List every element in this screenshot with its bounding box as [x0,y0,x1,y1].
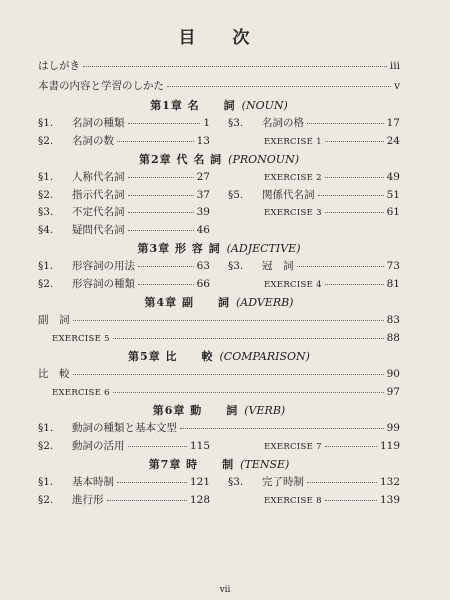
chapter-block [38,154,400,235]
chapter-heading [38,351,400,362]
entry-page: 88 [386,331,400,344]
page-title: 目 次 [178,28,260,48]
leader-dots [73,374,384,375]
entry-page: 27 [196,171,210,183]
entry-label: 基本時制 [72,476,114,488]
leader-dots [325,284,384,285]
front-entry-guide [38,81,400,92]
chapter-block [38,100,400,146]
section-number: §3. [228,476,244,488]
entry-page: 49 [386,171,400,183]
section-number: §1. [38,260,54,272]
entry-label: 指示代名詞 [72,188,125,201]
entry-label: 人称代名詞 [72,171,125,183]
entry-page: 81 [386,277,400,290]
exercise-entry [228,279,400,290]
chapter-block [38,351,400,397]
entry-page: 13 [196,134,210,147]
leader-dots [128,446,187,447]
section-entry [38,207,210,218]
chapter-entries-grid [38,118,400,146]
leader-dots [83,66,387,67]
leader-dots [113,392,384,393]
entry-label: EXERCISE 3 [264,208,322,218]
chapter-english-title: (PRONOUN) [228,153,299,166]
section-number: §3. [228,117,244,129]
entry-page: 66 [196,277,210,290]
chapter-entries-grid [38,441,400,452]
entry-label: 本書の内容と学習のしかた [38,79,164,92]
leader-dots [325,212,384,213]
entry-label: 不定代名詞 [72,206,125,218]
leader-dots [128,195,194,196]
entry-label: 形容詞の種類 [72,277,135,290]
chapter-english-title: (TENSE) [240,458,290,471]
entry-page: 37 [196,188,210,201]
entry-page: v [394,79,400,92]
leader-dots [297,266,384,267]
entry-page: 132 [379,476,400,488]
leader-dots [113,338,384,339]
section-entry [38,172,210,183]
chapter-block [38,297,400,343]
entry-label: EXERCISE 5 [52,333,110,344]
section-entry [228,477,400,488]
chapter-block [38,405,400,451]
section-entry [38,423,400,434]
leader-dots [307,123,384,124]
entry-label: EXERCISE 4 [264,279,322,290]
entry-label: 名詞の種類 [72,117,125,129]
section-entry [38,279,210,290]
chapter-title: 第4章 副 詞 [144,296,230,309]
entry-page: 46 [196,223,210,236]
chapter-title: 第7章 時 制 [148,458,235,471]
exercise-entry [228,136,400,147]
chapter-english-title: (VERB) [244,404,286,417]
entry-page: 39 [196,206,210,218]
exercise-entry [38,333,400,344]
entry-page: 51 [386,188,400,201]
section-number: §1. [38,171,54,183]
leader-dots [325,177,384,178]
leader-dots [318,195,384,196]
chapter-heading [38,100,400,111]
leader-dots [128,230,194,231]
entry-label: EXERCISE 7 [264,441,322,452]
section-entry [228,190,400,201]
entry-page: 17 [386,117,400,129]
entry-page: 90 [386,368,400,380]
leader-dots [73,320,384,321]
exercise-entry [228,495,400,506]
entry-label: EXERCISE 1 [264,136,322,147]
leader-dots [180,428,384,429]
section-number: §2. [38,134,54,147]
entry-label: 比 較 [38,368,70,380]
entry-page: 119 [379,439,400,452]
entry-page: 83 [386,314,400,326]
exercise-entry [228,172,400,183]
entry-page: 121 [189,476,210,488]
entry-label: 動詞の活用 [72,439,125,452]
section-number: §2. [38,439,54,452]
chapter-english-title: (ADVERB) [235,296,294,309]
section-entry [38,441,210,452]
entry-label: 関係代名詞 [262,188,315,201]
section-number: §1. [38,117,54,129]
chapter-title: 第1章 名 詞 [150,99,236,112]
chapter-heading [38,459,400,470]
entry-label: 副 詞 [38,314,70,326]
entry-page: 63 [196,260,210,272]
chapter-title: 第6章 動 詞 [152,404,239,417]
entry-page: 99 [386,422,400,434]
section-entry [38,190,210,201]
section-number: §2. [38,188,54,201]
chapter-entries-grid [38,261,400,289]
leader-dots [128,212,194,213]
chapter-english-title: (NOUN) [241,99,288,112]
section-entry [228,261,400,272]
entry-label: 動詞の種類と基本文型 [72,422,177,434]
entry-label: EXERCISE 8 [264,495,322,506]
section-number: §5. [228,188,244,201]
chapter-entries-grid [38,477,400,505]
entry-label: 完了時制 [262,476,304,488]
entry-label: 進行形 [72,493,104,506]
chapter-english-title: (ADJECTIVE) [226,242,301,255]
entry-label: 名詞の格 [262,117,304,129]
section-entry [38,136,210,147]
entry-page: 73 [386,260,400,272]
entry-page: 115 [189,439,210,452]
section-entry [38,261,210,272]
leader-dots [107,500,187,501]
section-number: §3. [38,206,54,218]
section-number: §3. [228,260,244,272]
chapter-block [38,243,400,289]
leader-dots [138,266,194,267]
leader-dots [325,446,377,447]
chapter-heading [38,154,400,165]
entry-page: 24 [386,134,400,147]
section-number: §1. [38,476,54,488]
entry-page: 139 [379,493,400,506]
section-entry [38,477,210,488]
chapter-entries-grid [38,172,400,235]
empty-cell [228,225,400,236]
entry-label: 疑問代名詞 [72,223,125,236]
chapter-heading [38,405,400,416]
leader-dots [117,482,187,483]
chapter-title: 第2章 代 名 詞 [139,153,223,166]
chapter-entries-single [38,369,400,397]
entry-label: EXERCISE 2 [264,173,322,183]
section-number: §2. [38,277,54,290]
leader-dots [138,284,194,285]
chapter-block [38,459,400,505]
page-number: vii [219,585,231,595]
chapter-heading [38,297,400,308]
chapter-title: 第3章 形 容 詞 [137,242,221,255]
section-number: §2. [38,493,54,506]
section-entry [38,369,400,380]
toc-page [38,30,400,505]
leader-dots [325,500,377,501]
entry-page: 128 [189,493,210,506]
entry-label: はしがき [38,60,80,72]
section-entry [228,118,400,129]
leader-dots [128,123,201,124]
entry-label: EXERCISE 6 [52,387,110,398]
leader-dots [325,141,384,142]
chapter-list [38,100,400,505]
section-entry [38,225,210,236]
entry-page: iii [389,60,400,72]
front-entry-preface [38,61,400,72]
chapter-entries-single [38,315,400,343]
entry-page: 97 [386,385,400,398]
section-entry [38,118,210,129]
chapter-heading [38,243,400,254]
leader-dots [128,177,194,178]
exercise-entry [228,441,400,452]
section-number: §1. [38,422,54,434]
exercise-entry [38,387,400,398]
entry-page: 1 [203,117,210,129]
exercise-entry [228,207,400,218]
section-number: §4. [38,223,54,236]
section-entry [38,495,210,506]
chapter-english-title: (COMPARISON) [219,350,310,363]
leader-dots [117,141,194,142]
entry-page: 61 [386,206,400,218]
entry-label: 冠 詞 [262,260,294,272]
chapter-entries-single [38,423,400,434]
section-entry [38,315,400,326]
leader-dots [307,482,377,483]
chapter-title: 第5章 比 較 [128,350,214,363]
entry-label: 形容詞の用法 [72,260,135,272]
entry-label: 名詞の数 [72,134,114,147]
leader-dots [167,86,391,87]
